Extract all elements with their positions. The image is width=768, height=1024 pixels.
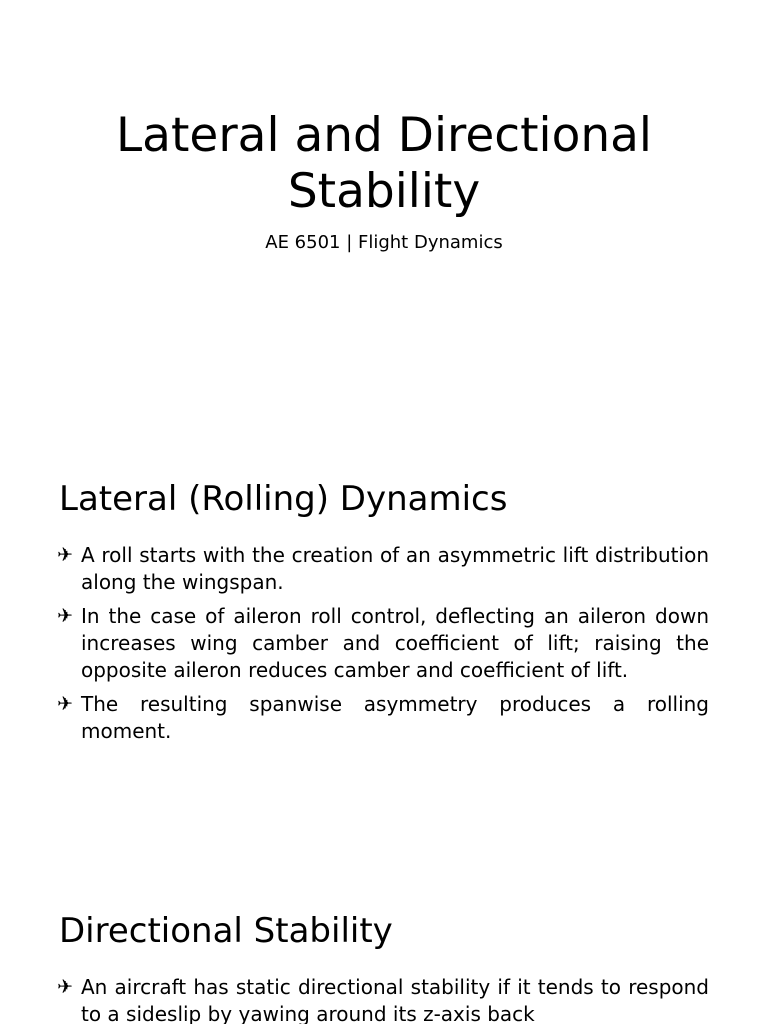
list-item: [59, 603, 709, 684]
page-title: Lateral and Directional Stability: [115, 108, 652, 219]
airplane-icon: ✈: [57, 544, 73, 566]
list-item: [59, 691, 709, 745]
section-lateral-dynamics: [59, 478, 709, 752]
list-item: [59, 974, 709, 1024]
bullet-text: The resulting spanwise asymmetry produces a rolling moment.: [81, 692, 709, 743]
bullet-text: An aircraft has static directional stability if it tends to respond to a sideslip by yawing around its z-axis back: [81, 975, 709, 1024]
title-slide: [0, 108, 768, 254]
bullet-list: [59, 974, 709, 1024]
list-item: [59, 542, 709, 596]
bullet-text: A roll starts with the creation of an asymmetric lift distribution along the wingspan.: [81, 543, 709, 594]
page-subtitle: AE 6501 | Flight Dynamics: [265, 232, 503, 253]
airplane-icon: ✈: [57, 693, 73, 715]
section-directional-stability: [59, 910, 709, 1024]
section-heading: Lateral (Rolling) Dynamics: [59, 479, 508, 519]
airplane-icon: ✈: [57, 976, 73, 998]
section-heading: Directional Stability: [59, 911, 393, 951]
bullet-text: In the case of aileron roll control, deflecting an aileron down increases wing camber and coefficient of lift; raising the opposite aileron reduces camber and coefficient of lift.: [81, 604, 709, 682]
bullet-list: [59, 542, 709, 745]
airplane-icon: ✈: [57, 605, 73, 627]
